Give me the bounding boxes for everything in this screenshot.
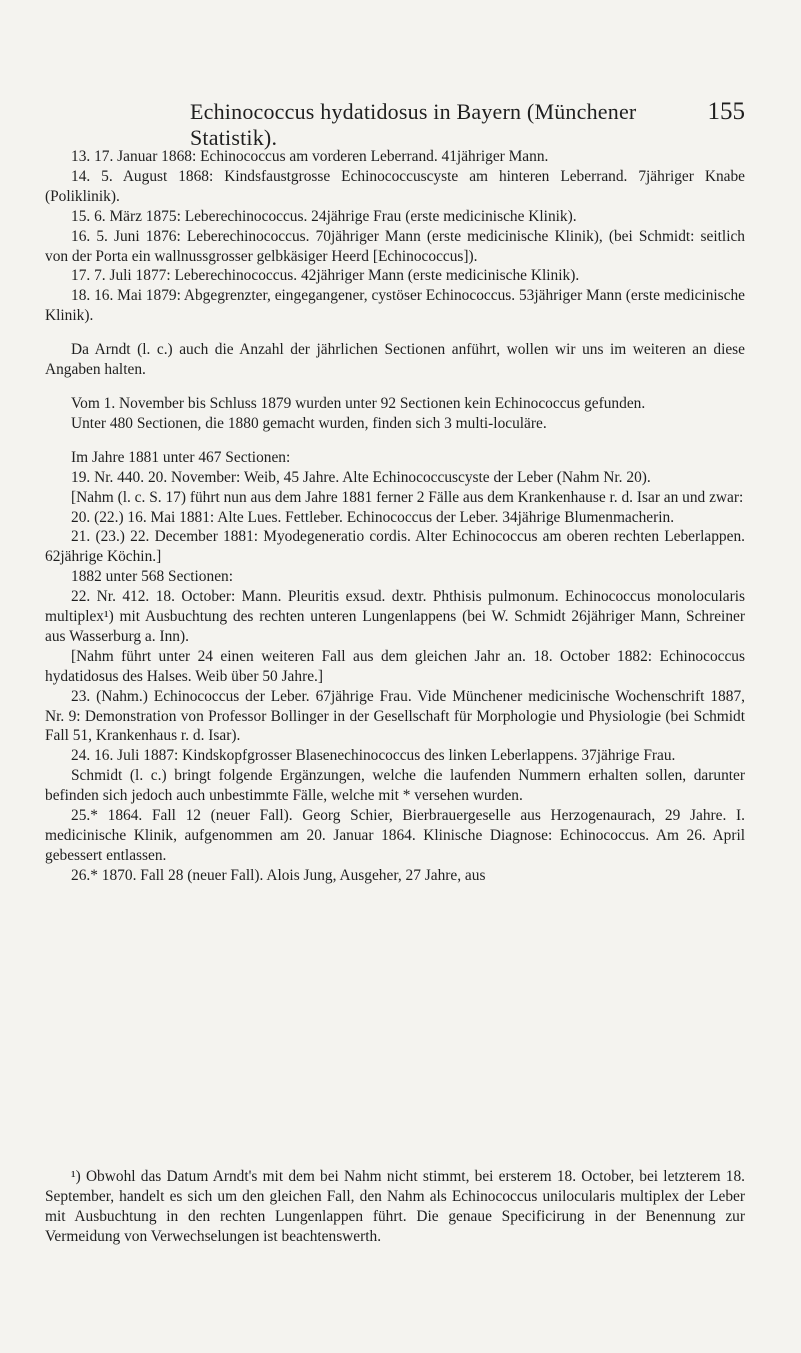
footnote xyxy=(45,1167,745,1247)
case-16: 16. 5. Juni 1876: Leberechinococcus. 70jähriger Mann (erste medicinische Klinik), (bei Schmidt: seitlich von der Porta ein wallnussgrosser gelbkäsiger Heerd [Echinococcus]). xyxy=(45,227,745,265)
running-header xyxy=(190,98,745,151)
case-24: 24. 16. Juli 1887: Kindskopfgrosser Blasenechinococcus des linken Leberlappens. 37jährige Frau. xyxy=(71,747,676,765)
case-17: 17. 7. Juli 1877: Leberechinococcus. 42jähriger Mann (erste medicinische Klinik). xyxy=(71,267,580,285)
case-19: 19. Nr. 440. 20. November: Weib, 45 Jahre. Alte Echinococcuscyste der Leber (Nahm Nr. 20). xyxy=(71,468,651,486)
case-23: 23. (Nahm.) Echinococcus der Leber. 67jährige Frau. Vide Münchener medicinische Wochenschrift 1887, Nr. 9: Demonstration von Professor Bollinger in der Gesellschaft für Morphologie und Physiologie (bei Schmidt Fall 51, Krankenhaus r. d. Isar). xyxy=(45,687,745,745)
case-21: 21. (23.) 22. December 1881: Myodegeneratio cordis. Alter Echinococcus am oberen rechten Leberlappen. 62jährige Köchin.] xyxy=(45,528,745,566)
case-18: 18. 16. Mai 1879: Abgegrenzter, eingegangener, cystöser Echinococcus. 53jähriger Mann (erste medicinische Klinik). xyxy=(45,287,746,325)
case-15: 15. 6. März 1875: Leberechinococcus. 24jährige Frau (erste medicinische Klinik). xyxy=(71,207,577,225)
body-text xyxy=(45,147,745,886)
year-1881-heading: Im Jahre 1881 unter 467 Sectionen: xyxy=(71,448,291,466)
arndt-paragraph: Da Arndt (l. c.) auch die Anzahl der jährlichen Sectionen anführt, wollen wir uns im weiteren an diese Angaben halten. xyxy=(45,341,745,379)
case-14: 14. 5. August 1868: Kindsfaustgrosse Echinococcuscyste am hinteren Leberrand. 7jähriger Knabe (Poliklinik). xyxy=(45,167,745,205)
case-25: 25.* 1864. Fall 12 (neuer Fall). Georg Schier, Bierbrauergeselle aus Herzogenaurach, 29 Jahre. I. medicinische Klinik, aufgenommen am 20. Januar 1864. Klinische Diagnose: Echinococcus. Am 26. April gebessert entlassen. xyxy=(45,807,745,864)
case-26: 26.* 1870. Fall 28 (neuer Fall). Alois Jung, Ausgeher, 27 Jahre, aus xyxy=(71,866,486,884)
schmidt-paragraph: Schmidt (l. c.) bringt folgende Ergänzungen, welche die laufenden Nummern erhalten sollen, darunter befinden sich jedoch auch unbestimmte Fälle, welche mit * versehen wurden. xyxy=(45,767,745,805)
case-22: 22. Nr. 412. 18. October: Mann. Pleuritis exsud. dextr. Phthisis pulmonum. Echinococcus monolocularis multiplex¹) mit Ausbuchtung des rechten unteren Lungenlappens (bei W. Schmidt 26jähriger Mann, Schreiner aus Wasserburg a. Inn). xyxy=(45,588,745,645)
footnote-text: ¹) Obwohl das Datum Arndt's mit dem bei Nahm nicht stimmt, bei ersterem 18. October, bei letzterem 18. September, handelt es sich um den gleichen Fall, den Nahm als Echinococcus unilocularis multiplex der Leber mit Ausbuchtung in den rechten Lungenlappen führt. Die genaue Specificirung in der Benennung zur Vermeidung von Verwechselungen ist beachtenswerth. xyxy=(45,1168,745,1245)
year-1879-paragraph: Vom 1. November bis Schluss 1879 wurden unter 92 Sectionen kein Echinococcus gefunden. xyxy=(71,394,646,412)
year-1882-heading: 1882 unter 568 Sectionen: xyxy=(71,568,233,586)
running-title: Echinococcus hydatidosus in Bayern (Münchener Statistik). xyxy=(190,99,637,150)
case-20: 20. (22.) 16. Mai 1881: Alte Lues. Fettleber. Echinococcus der Leber. 34jährige Blumenmacherin. xyxy=(71,508,675,526)
nahm-note-1882: [Nahm führt unter 24 einen weiteren Fall aus dem gleichen Jahr an. 18. October 1882: Echinococcus hydatidosus des Halses. Weib über 50 Jahre.] xyxy=(45,647,745,685)
nahm-note-1881: [Nahm (l. c. S. 17) führt nun aus dem Jahre 1881 ferner 2 Fälle aus dem Krankenhause r. d. Isar an und zwar: xyxy=(71,488,744,506)
page-number: 155 xyxy=(707,98,745,125)
year-1880-paragraph: Unter 480 Sectionen, die 1880 gemacht wurden, finden sich 3 multi-loculäre. xyxy=(71,414,547,432)
case-13: 13. 17. Januar 1868: Echinococcus am vorderen Leberrand. 41jähriger Mann. xyxy=(71,148,549,165)
